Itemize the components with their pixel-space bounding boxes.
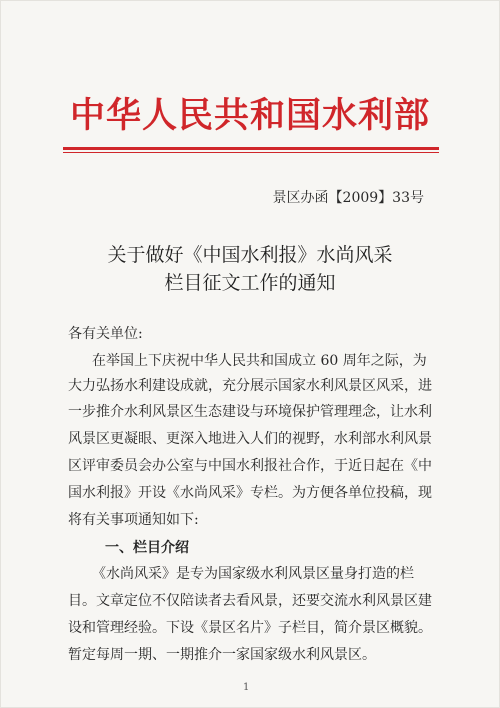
document-number: 景区办函【2009】33号	[272, 190, 424, 206]
paragraph-line: 大力弘扬水利建设成就，充分展示国家水利风景区风采，进	[68, 378, 432, 394]
paragraph-line: 一步推介水利风景区生态建设与环境保护管理理念，让水利	[68, 404, 432, 420]
section-line: 暂定每周一期、一期推介一家国家级水利风景区。	[68, 647, 376, 663]
paragraph-line: 在举国上下庆祝中华人民共和国成立 60 周年之际，为	[92, 353, 427, 369]
notice-title-line-2: 栏目征文工作的通知	[164, 272, 336, 294]
section-line: 目。文章定位不仅陪读者去看风景，还要交流水利风景区建	[68, 593, 432, 609]
page-number: 1	[243, 682, 250, 693]
paragraph-line: 国水利报》开设《水尚风采》专栏。为方便各单位投稿，现	[68, 485, 432, 501]
paragraph-line: 区评审委员会办公室与中国水利报社合作，于近日起在《中	[68, 458, 432, 474]
section-line: 设和管理经验。下设《景区名片》子栏目，简介景区概貌。	[68, 620, 432, 636]
masthead-rule-thick	[63, 147, 439, 150]
section-heading: 一、栏目介绍	[105, 540, 189, 556]
notice-title-line-1: 关于做好《中国水利报》水尚风采	[107, 244, 393, 266]
section-line: 《水尚风采》是专为国家级水利风景区量身打造的栏	[92, 566, 414, 582]
issuer-masthead: 中华人民共和国水利部	[69, 95, 430, 136]
paragraph-line: 风景区更凝眼、更深入地进入人们的视野，水利部水利风景	[68, 431, 432, 447]
paragraph-line: 将有关事项通知如下:	[68, 512, 199, 528]
masthead-rule-thin	[63, 152, 439, 153]
addressee: 各有关单位:	[68, 326, 143, 342]
